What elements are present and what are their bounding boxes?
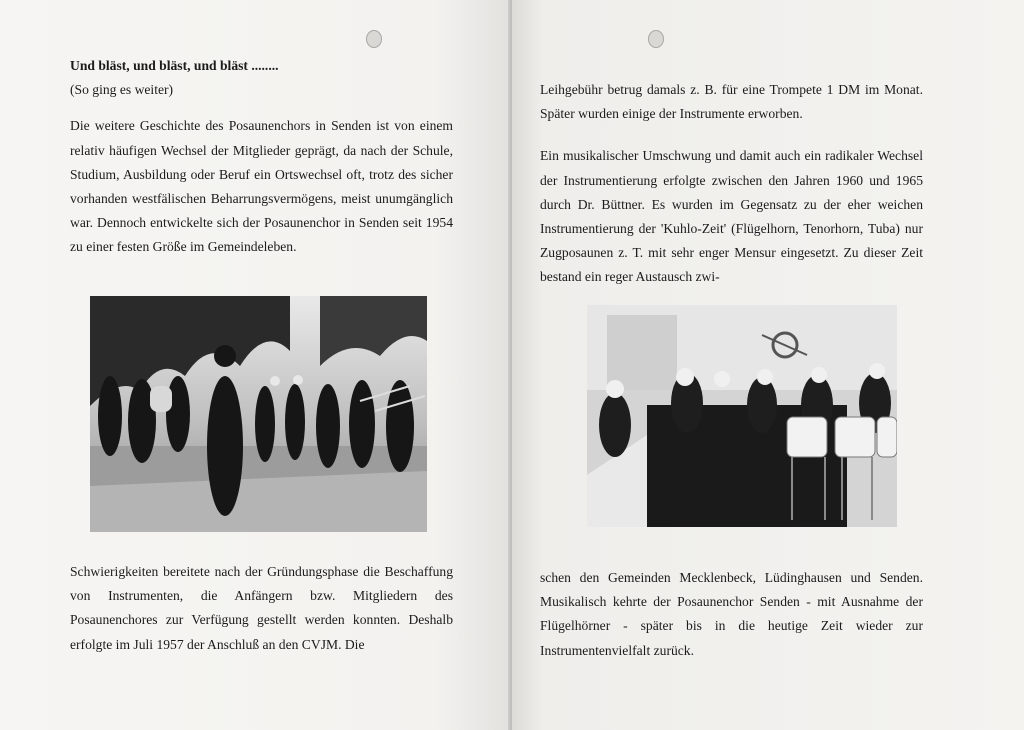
left-page-lower-text: [70, 560, 453, 657]
indoor-photo-graphic: [587, 305, 897, 527]
left-paragraph-2: Schwierigkeiten bereitete nach der Gründungsphase die Beschaffung von Instrumenten, die Anfängern bzw. Mitgliedern des Posaunenchores zur Verfügung gestellt werden konnten. Deshalb erfolgte im Juli 1957 der Anschluß an den CVJM. Die: [70, 564, 453, 652]
right-paragraph-1: Leihgebühr betrug damals z. B. für eine Trompete 1 DM im Monat. Später wurden einige der Instrumente erworben.: [540, 82, 923, 122]
right-page-lower-text: [540, 566, 923, 663]
right-page: [512, 0, 1024, 730]
heading: Und bläst, und bläst, und bläst ........: [70, 58, 279, 73]
outdoor-photo-graphic: [90, 296, 427, 532]
subheading: (So ging es weiter): [70, 82, 174, 98]
binding-hole: [366, 30, 382, 48]
left-page-text: [70, 54, 453, 260]
brass-choir-indoor-photo: [587, 305, 897, 527]
brass-choir-outdoor-photo: [90, 296, 427, 532]
left-paragraph-1: Die weitere Geschichte des Posaunenchors in Senden ist von einem relativ häufigen Wechsel der Mitglieder geprägt, da nach der Schule, Studium, Ausbildung oder Beruf ein Ortswechsel oft, trotz des sicher vorhanden westfälischen Beharrungsvermögens, meist unumgänglich war. Dennoch entwickelte sich der Posaunenchor in Senden seit 1954 zu einer festen Größe im Gemeindeleben.: [70, 118, 453, 255]
right-paragraph-3: schen den Gemeinden Mecklenbeck, Lüdinghausen und Senden. Musikalisch kehrte der Posaunenchor Senden - mit Ausnahme der Flügelhörner - später bis in die heutige Zeit wieder zur Instrumentenvielfalt zurück.: [540, 570, 923, 658]
right-paragraph-2: Ein musikalischer Umschwung und damit auch ein radikaler Wechsel der Instrumentierung erfolgte zwischen den Jahren 1960 und 1965 durch Dr. Büttner. Es wurden im Gegensatz zu der eher weichen Instrumentierung der 'Kuhlo-Zeit' (Flügelhorn, Tenorhorn, Tuba) nur Zugposaunen z. T. mit sehr enger Mensur eingesetzt. Zu dieser Zeit bestand ein reger Austausch zwi-: [540, 148, 923, 285]
binding-hole: [648, 30, 664, 48]
right-page-text: [540, 78, 923, 290]
